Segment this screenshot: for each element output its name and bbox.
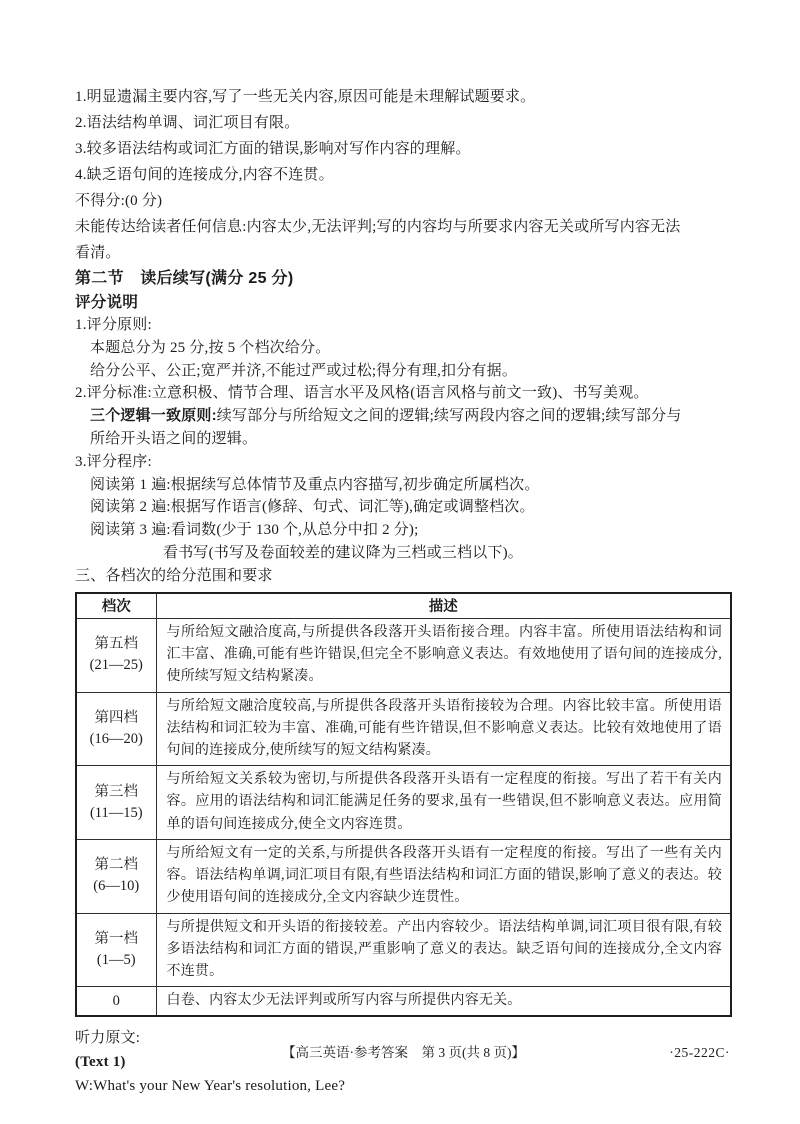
level-range: (6—10) [93,878,140,895]
level-cell [76,913,156,987]
principle-line2: 给分公平、公正;宽严并济,不能过严或过松;得分有理,扣分有据。 [90,362,518,379]
level-name: 第五档 [94,636,138,653]
principle-line1: 本题总分为 25 分,按 5 个档次给分。 [90,339,331,356]
level-cell [76,839,156,913]
level-range: (16—20) [89,730,143,747]
rubric-note-3: 3.较多语法结构或词汇方面的错误,影响对写作内容的理解。 [75,141,471,157]
procedure-step2: 阅读第 2 遍:根据写作语言(修辞、句式、词汇等),确定或调整档次。 [90,499,535,516]
table-header-desc: 描述 [156,593,731,619]
table-row-level0 [76,987,731,1017]
no-score-desc-line2: 看清。 [75,245,121,261]
level-cell: 0 [76,987,156,1017]
level-name: 第一档 [94,930,138,947]
criteria-logic-line2: 所给开头语之间的逻辑。 [90,430,258,447]
level-cell [76,619,156,693]
procedure-head: 3.评分程序: [75,453,152,470]
rubric-note-1: 1.明显遗漏主要内容,写了一些无关内容,原因可能是未理解试题要求。 [75,89,536,105]
footer-paper-code: ·25-222C· [669,1045,730,1060]
criteria-logic-rest: 续写部分与所给短文之间的逻辑;续写两段内容之间的逻辑;续写部分与 [216,408,682,425]
level-range: (11—15) [89,804,143,821]
table-header-row [76,593,731,619]
listening-transcript [75,1026,732,1098]
footer-page-info: 【高三英语·参考答案 第 3 页(共 8 页)】 [282,1045,525,1060]
criteria-logic-bold: 三个逻辑一致原则: [90,407,217,425]
rubric-note-2: 2.语法结构单调、词汇项目有限。 [75,115,300,131]
section2-subtitle: 评分说明 [75,294,139,311]
section2-title: 第二节 读后续写(满分 25 分) [75,270,294,287]
table-row-level5 [76,619,731,693]
procedure-step3: 阅读第 3 遍:看词数(少于 130 个,从总分中扣 2 分); [90,522,419,539]
level-name: 第二档 [94,857,138,874]
level-range: (1—5) [96,951,136,968]
section3-title: 三、各档次的给分范围和要求 [75,567,273,584]
level-desc: 与所给短文关系较为密切,与所提供各段落开头语有一定程度的衔接。写出了若干有关内容。应用的语法结构和词汇能满足任务的要求,虽有一些错误,但不影响意义表达。应用简单的语句间连接成分,使全文内容连贯。 [156,766,731,840]
level-desc: 与所提供短文和开头语的衔接较差。产出内容较少。语法结构单调,词汇项目很有限,有较多语法结构和词汇方面的错误,严重影响了意义的表达。缺乏语句间的连接成分,全文内容不连贯。 [156,913,731,987]
table-row-level3 [76,766,731,840]
procedure-step1: 阅读第 1 遍:根据续写总体情节及重点内容描写,初步确定所属档次。 [90,476,540,493]
level-desc: 与所给短文有一定的关系,与所提供各段落开头语有一定程度的衔接。写出了一些有关内容。语法结构单调,词汇项目有限,有些语法结构和词汇方面的错误,影响了意义的表达。较少使用语句间的连接成分,全文内容缺少连贯性。 [156,839,731,913]
page-footer [75,1044,732,1062]
level-name: 第四档 [94,709,138,726]
table-row-level4 [76,692,731,766]
rubric-note-4: 4.缺乏语句间的连接成分,内容不连贯。 [75,167,334,183]
listening-text1-label: (Text 1) [75,1054,126,1071]
procedure-step3b: 看书写(书写及卷面较差的建议降为三档或三档以下)。 [163,544,523,561]
principle-head: 1.评分原则: [75,317,152,333]
level-cell [76,766,156,840]
scoring-table [75,592,732,1018]
table-row-level1 [76,913,731,987]
level-desc: 与所给短文融洽度高,与所提供各段落开头语衔接合理。内容丰富。所使用语法结构和词汇丰富、准确,可能有些许错误,但完全不影响意义表达。有效地使用了语句间的连接成分,使所续写短文结构紧凑。 [156,619,731,693]
table-row-level2 [76,839,731,913]
level-desc: 与所给短文融洽度较高,与所提供各段落开头语衔接较为合理。内容比较丰富。所使用语法结构和词汇较为丰富、准确,可能有些许错误,但不影响意义表达。比较有效地使用了语句间的连接成分,使所续写的短文结构紧凑。 [156,692,731,766]
level-range: (21—25) [89,657,143,674]
criteria-logic-line1 [75,405,732,428]
table-header-level: 档次 [76,593,156,619]
listening-title: 听力原文: [75,1030,141,1047]
level-cell [76,692,156,766]
level-desc: 白卷、内容太少无法评判或所写内容与所提供内容无关。 [156,987,731,1017]
no-score-label: 不得分:(0 分) [75,193,163,209]
criteria-head: 2.评分标准:立意积极、情节合理、语言水平及风格(语言风格与前文一致)、书写美观。 [75,385,649,402]
listening-text1-line1: W:What's your New Year's resolution, Lee? [75,1078,346,1095]
page-content [75,84,732,1098]
level-name: 第三档 [94,783,138,800]
no-score-desc-line1: 未能传达给读者任何信息:内容太少,无法评判;写的内容均与所要求内容无关或所写内容无法 [75,219,681,235]
